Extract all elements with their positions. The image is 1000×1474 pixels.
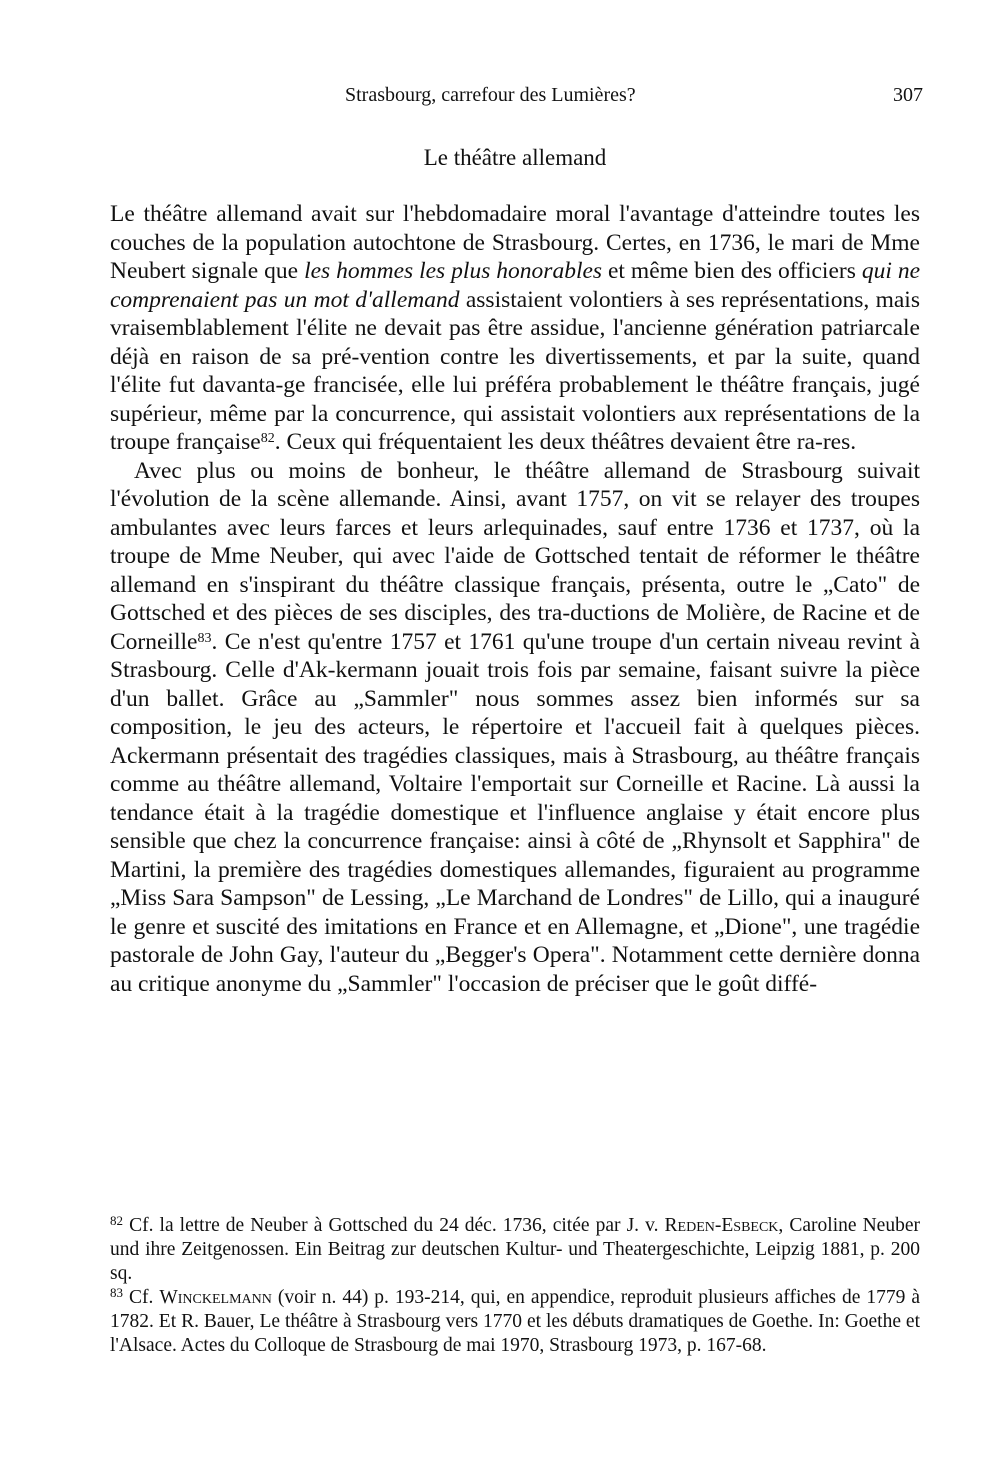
text-run: , Caroline Neuber und ihre Zeitgenossen. Ein Beitrag zur deutschen Kultur- und Theatergeschichte, Leipzig 1881, p. 200 sq. <box>110 1215 920 1284</box>
text-run: assistaient volontiers à ses représentations, mais vraisemblablement l'élite ne devait pas être assidue, l'ancienne génération patriarcale déjà en raison de sa pré-vention contre les divertissements, et par la suite, quand l'élite fut davanta-ge francisée, elle lui préféra probablement le théâtre français, jugé supérieur, même par la concurrence, qui assistait volontiers aux représentations de la troupe française <box>110 286 920 455</box>
footnotes <box>110 1214 920 1358</box>
text-run: (voir n. 44) p. 193-214, qui, en appendice, reproduit plusieurs affiches de 1779 à 1782. Et R. Bauer, Le théâtre à Strasbourg vers 1770 et les débuts dramatiques de Goethe. In: Goethe et l'Alsace. Actes du Colloque de Strasbourg de mai 1970, Strasbourg 1973, p. 167-68. <box>110 1287 921 1356</box>
text-run: . Ceux qui fréquentaient les deux théâtres devaient être ra-res. <box>274 429 857 455</box>
text-run: et même bien des officiers <box>602 258 862 284</box>
footnote-reference: 83 <box>197 630 212 646</box>
footnote <box>110 1286 920 1358</box>
italic-text: les hommes les plus honorables <box>304 258 603 284</box>
page-number: 307 <box>893 84 923 106</box>
paragraph <box>110 200 920 457</box>
running-head <box>0 84 1000 114</box>
running-title: Strasbourg, carrefour des Lumières? <box>345 84 636 106</box>
author-name: Winckelmann <box>159 1287 272 1308</box>
text-run: . Ce n'est qu'entre 1757 et 1761 qu'une troupe d'un certain niveau revint à Strasbourg. Celle d'Ak-kermann jouait trois fois par semaine, faisant suivre la pièce d'un ballet. Grâce au „Sammler" nous sommes assez bien informés sur sa composition, le jeu des acteurs, le répertoire et l'accueil fait à quelques pièces. Ackermann présentait des tragédies classiques, mais à Strasbourg, au théâtre français comme au théâtre allemand, Voltaire l'emportait sur Corneille et Racine. Là aussi la tendance était à la tragédie domestique et l'influence anglaise y était encore plus sensible que chez la concurrence française: ainsi à côté de „Rhynsolt et Sapphira" de Martini, la première des tragédies domestiques allemandes, figuraient au programme „Miss Sara Sampson" de Lessing, „Le Marchand de Londres" de Lillo, qui a inauguré le genre et suscité des imitations en France et en Allemagne, et „Dione", une tragédie pastorale de John Gay, l'auteur du „Begger's Opera". Notamment cette dernière donna au critique anonyme du „Sammler" l'occasion de préciser que le goût diffé- <box>110 628 920 997</box>
footnote-number: 82 <box>110 1213 123 1228</box>
body-text <box>110 200 920 998</box>
text-run: Cf. <box>123 1287 160 1308</box>
text-run: Cf. la lettre de Neuber à Gottsched du 24 déc. 1736, citée par J. v. <box>123 1215 665 1236</box>
italic-text: qui ne comprenaient pas un mot d'allemand <box>110 258 920 313</box>
paragraph <box>110 457 920 999</box>
footnote-number: 83 <box>110 1285 123 1300</box>
author-name: Reden-Esbeck <box>664 1215 779 1236</box>
text-run: Le théâtre allemand avait sur l'hebdomadaire moral l'avantage d'atteindre toutes les couches de la population autochtone de Strasbourg. Certes, en 1736, le mari de Mme Neubert signale que <box>110 201 920 284</box>
footnote <box>110 1214 920 1286</box>
text-run: Avec plus ou moins de bonheur, le théâtre allemand de Strasbourg suivait l'évolution de la scène allemande. Ainsi, avant 1757, on vit se relayer des troupes ambulantes avec leurs farces et leurs arlequinades, sauf entre 1736 et 1737, où la troupe de Mme Neuber, qui avec l'aide de Gottsched tentait de réformer le théâtre allemand en s'inspirant du théâtre classique français, présenta, outre le „Cato" de Gottsched et des pièces de ses disciples, des tra-ductions de Molière, de Racine et de Corneille <box>110 457 920 655</box>
footnote-reference: 82 <box>260 431 275 446</box>
section-title: Le théâtre allemand <box>423 145 607 170</box>
